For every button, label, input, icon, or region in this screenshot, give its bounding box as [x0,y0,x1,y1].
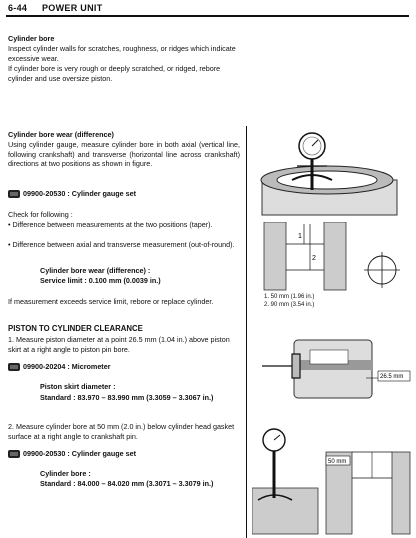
cylinder-bore-para1: Inspect cylinder walls for scratches, roughness, or ridges which indicate excessive wear. [8,44,236,63]
micrometer-figure [252,332,412,412]
header-rule [6,15,409,17]
tool-2-text: 09900-20204 : Micrometer [23,362,111,371]
legend-1: 1. 50 mm (1.96 in.) [264,294,315,300]
tool-line-2 [8,362,111,372]
column-divider [246,126,247,538]
bore-value: Standard : 84.000 – 84.020 mm (3.3071 – 3.3079 in.) [40,479,214,488]
bore-positions-figure [254,222,404,292]
fig-label-26-5: 26.5 mm [380,374,404,380]
page-number: 6-44 [8,3,28,13]
fig-label-1: 1 [298,233,302,240]
step-2: 2. Measure cylinder bore at 50 mm (2.0 in.) below cylinder head gasket surface at a right angle to crankshaft pin. [8,422,235,441]
cylinder-bore-para2: If cylinder bore is very rough or deeply scratched, or ridged, rebore cylinder and use oversize piston. [8,64,221,83]
tool-line-1 [8,189,136,199]
check-intro: Check for following : [8,210,73,219]
skirt-value: Standard : 83.970 – 83.990 mm (3.3059 – 3.3067 in.) [40,393,214,402]
cylinder-gauge-figure [252,130,412,218]
legend-2: 2. 90 mm (3.54 in.) [264,301,315,308]
bore-wear-after: If measurement exceeds service limit, rebore or replace cylinder. [8,297,214,306]
cylinder-bore-heading: Cylinder bore [8,34,55,43]
bore-wear-spec-label: Cylinder bore wear (difference) : [40,266,151,275]
figure-legend [264,294,314,309]
step-1: 1. Measure piston diameter at a point 26.5 mm (1.04 in.) above piston skirt at a right angle to piston pin bore. [8,335,230,354]
tool-3-text: 09900-20530 : Cylinder gauge set [23,449,137,458]
check-item-1: • Difference between measurements at the two positions (taper). [8,220,213,229]
piston-clearance-heading: PISTON TO CYLINDER CLEARANCE [8,324,143,333]
fig-label-50: 50 mm [328,459,347,465]
tool-line-3 [8,449,136,459]
fig-label-2: 2 [312,255,316,262]
bore-label: Cylinder bore : [40,469,91,478]
check-item-2: • Difference between axial and transverse measurement (out-of-round). [8,240,235,249]
bore-wear-body: Using cylinder gauge, measure cylinder bore in both axial (vertical line, following crankshaft) and transverse (horizontal line across crankshaft) directions at two positions as shown in figure. [8,140,240,169]
bore-wear-heading: Cylinder bore wear (difference) [8,130,114,139]
special-tool-icon [8,450,20,458]
bore-wear-spec-value: Service limit : 0.100 mm (0.0039 in.) [40,276,161,285]
special-tool-icon [8,363,20,371]
special-tool-icon [8,190,20,198]
bore-gauge-50mm-figure [252,428,412,536]
skirt-label: Piston skirt diameter : [40,382,116,391]
section-title: POWER UNIT [42,3,103,13]
tool-1-text: 09900-20530 : Cylinder gauge set [23,189,137,198]
